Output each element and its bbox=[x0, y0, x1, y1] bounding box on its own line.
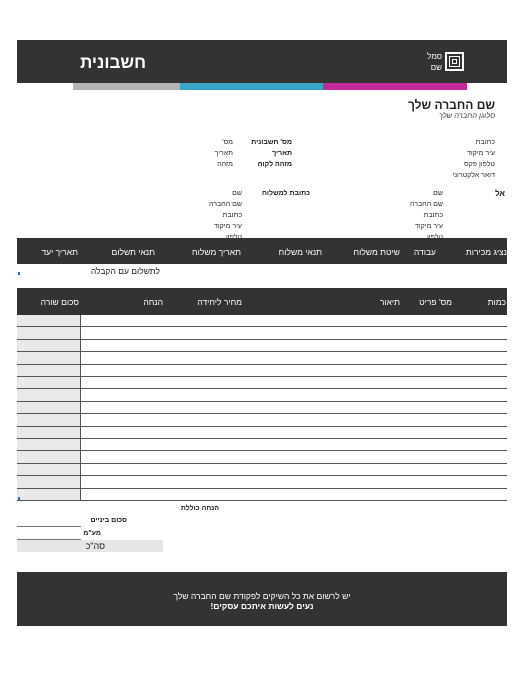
company-city: עיר מיקוד bbox=[466, 150, 495, 157]
table-row[interactable] bbox=[17, 352, 507, 364]
payment-terms-value[interactable]: לתשלום עם הקבלה bbox=[90, 266, 160, 276]
color-bar-gray bbox=[73, 83, 180, 90]
col-due-date: תאריך יעד bbox=[41, 247, 78, 257]
col-job: עבודה bbox=[413, 247, 436, 257]
company-slogan: סלוגן החברה שלך bbox=[438, 111, 495, 120]
invoice-date-value[interactable]: תאריך bbox=[214, 150, 233, 157]
bill-to-company[interactable]: שם החברה bbox=[409, 201, 443, 208]
table-row[interactable] bbox=[17, 427, 507, 439]
company-contact bbox=[453, 137, 495, 181]
subtotal-label: סכום ביניים bbox=[90, 517, 127, 524]
bill-to-heading: אל bbox=[495, 189, 505, 198]
table-row[interactable] bbox=[17, 327, 507, 339]
color-bar-blue bbox=[180, 83, 323, 90]
table-row[interactable] bbox=[17, 451, 507, 463]
table-row[interactable] bbox=[17, 315, 507, 327]
invoice-date-label: תאריך bbox=[272, 150, 292, 157]
subtotal-line bbox=[17, 526, 81, 527]
col-payment-terms: תנאי תשלום bbox=[111, 247, 155, 257]
col-salesperson: נציג מכירות bbox=[465, 247, 507, 257]
table-row[interactable] bbox=[17, 439, 507, 451]
invoice-info-values bbox=[215, 137, 233, 170]
items-table-body bbox=[17, 315, 507, 501]
logo-line-2: שם bbox=[430, 63, 442, 72]
invoice-number-value[interactable]: מס' bbox=[222, 139, 233, 146]
table-row[interactable] bbox=[17, 476, 507, 488]
total-label: סה"כ bbox=[85, 541, 105, 551]
ship-to-company[interactable]: שם החברה bbox=[208, 201, 242, 208]
ship-to-heading: כתובת למשלוח bbox=[262, 190, 310, 197]
table-row[interactable] bbox=[17, 377, 507, 389]
col-delivery-date: תאריך משלוח bbox=[192, 247, 241, 257]
vat-label: מע"מ bbox=[83, 530, 101, 537]
col-item-number: מס' פריט bbox=[419, 297, 452, 307]
table-row[interactable] bbox=[17, 464, 507, 476]
customer-id-label: מזהה לקוח bbox=[257, 161, 292, 168]
bill-to-address[interactable]: כתובת bbox=[423, 212, 443, 219]
col-line-total: סכום שורה bbox=[40, 297, 79, 307]
col-shipping-method: שיטת משלוח bbox=[353, 247, 400, 257]
col-description: תיאור bbox=[379, 297, 400, 307]
company-email: דואר אלקטרוני bbox=[452, 172, 495, 179]
invoice-info-labels bbox=[251, 137, 292, 170]
logo-line-1: סמל bbox=[427, 52, 442, 61]
bill-to-city[interactable]: עיר מיקוד bbox=[414, 223, 443, 230]
cell-marker bbox=[18, 272, 20, 275]
footer-thanks: נעים לעשות איתכם עסקים! bbox=[210, 601, 314, 611]
col-unit-price: מחיר ליחידה bbox=[197, 297, 242, 307]
table-row[interactable] bbox=[17, 402, 507, 414]
ship-to-address[interactable]: כתובת bbox=[222, 212, 242, 219]
table-row[interactable] bbox=[17, 389, 507, 401]
col-shipping-terms: תנאי משלוח bbox=[278, 247, 322, 257]
ship-to-name[interactable]: שם bbox=[232, 190, 242, 197]
table-row[interactable] bbox=[17, 489, 507, 501]
table-row[interactable] bbox=[17, 365, 507, 377]
color-bar-magenta bbox=[323, 83, 467, 90]
col-discount: הנחה bbox=[143, 297, 163, 307]
company-address: כתובת bbox=[475, 139, 495, 146]
total-value-cell[interactable] bbox=[17, 540, 81, 552]
table-row[interactable] bbox=[17, 340, 507, 352]
invoice-title: חשבונית bbox=[80, 53, 146, 72]
bill-to-block bbox=[410, 188, 443, 243]
customer-id-value[interactable]: מזהה bbox=[217, 161, 233, 168]
logo-icon bbox=[445, 52, 464, 71]
total-discount-label: הנחה כוללת bbox=[180, 505, 219, 512]
cell-marker bbox=[18, 497, 20, 500]
bill-to-name[interactable]: שם bbox=[433, 190, 443, 197]
col-quantity: כמות bbox=[487, 297, 506, 307]
company-name: שם החברה שלך bbox=[407, 98, 495, 112]
ship-to-block bbox=[209, 188, 242, 243]
logo-text bbox=[418, 51, 442, 73]
ship-to-city[interactable]: עיר מיקוד bbox=[213, 223, 242, 230]
table-row[interactable] bbox=[17, 414, 507, 426]
invoice-number-label: מס' חשבונית bbox=[251, 139, 292, 146]
company-phone-fax: טלפון פקס bbox=[464, 161, 495, 168]
footer-checks-note: יש לרשום את כל השיקים לפקודת שם החברה שלך bbox=[173, 591, 351, 601]
